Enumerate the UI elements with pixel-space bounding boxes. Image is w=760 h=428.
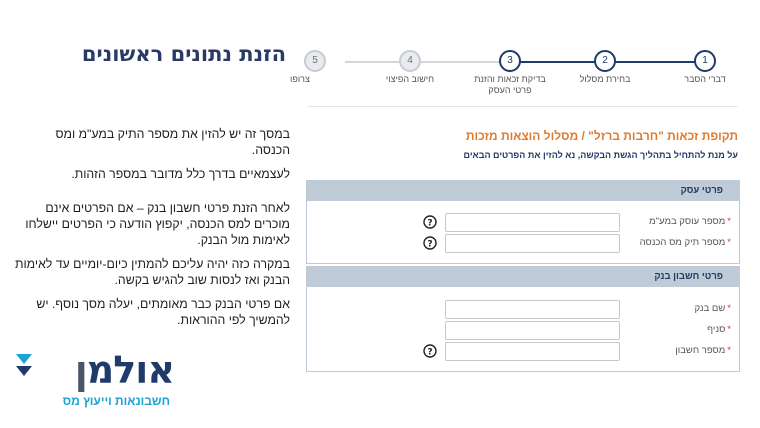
- instruction-paragraph: במסך זה יש להזין את מספר התיק במע"מ ומס הכנסה.: [55, 127, 290, 157]
- panel-header: פרטי חשבון בנק: [307, 267, 739, 287]
- required-marker: *: [727, 237, 731, 248]
- progress-stepper: [290, 50, 740, 108]
- field-label-text: מספר עוסק במע"מ: [649, 216, 726, 227]
- logo-tagline: חשבונאות וייעוץ מס: [62, 394, 170, 408]
- form-row-vat-number: [307, 213, 739, 233]
- field-label: [649, 216, 731, 227]
- logo-mark-accent: ן: [74, 348, 87, 392]
- branch-input[interactable]: [445, 321, 620, 340]
- logo-arrow-icon: [14, 352, 36, 378]
- form-row-branch: [307, 321, 739, 341]
- form-title: תקופת זכאות "חרבות ברזל" / מסלול הוצאות מזכות: [465, 129, 738, 143]
- bank-name-input[interactable]: [445, 300, 620, 319]
- required-marker: *: [727, 303, 731, 314]
- field-label: [694, 303, 731, 314]
- stepper-line-inactive: [345, 61, 525, 63]
- step-number: 1: [694, 50, 716, 72]
- step-label: בחירת מסלול: [579, 74, 631, 84]
- field-label-text: שם בנק: [694, 303, 726, 314]
- field-label-text: סניף: [707, 324, 726, 335]
- field-label: [707, 324, 731, 335]
- divider: [308, 106, 738, 107]
- step-number: 3: [499, 50, 521, 72]
- step-label: דברי הסבר: [684, 74, 726, 84]
- instruction-paragraph: אם פרטי הבנק כבר מאומתים, יעלה מסך נוסף. יש להמשיך לפי ההוראות.: [36, 297, 290, 327]
- step-number: 5: [304, 50, 326, 72]
- panel-header: פרטי עסק: [307, 181, 739, 201]
- form-subtitle: על מנת להתחיל בתהליך הגשת הבקשה, נא להזין את הפרטים הבאים: [463, 150, 738, 160]
- step-number: 2: [594, 50, 616, 72]
- svg-text:?: ?: [427, 239, 433, 250]
- step-number: 4: [399, 50, 421, 72]
- form-row-bank-name: [307, 300, 739, 320]
- vat-number-input[interactable]: [445, 213, 620, 232]
- field-label-text: מספר חשבון: [675, 345, 726, 356]
- instruction-paragraph: לעצמאיים בדרך כלל מדובר במספר הזהות.: [71, 167, 290, 181]
- svg-text:?: ?: [427, 218, 433, 229]
- instruction-paragraph: במקרה כזה יהיה עליכם להמתין כיום-יומיים עד לאימות הבנק ואז לנסות שוב להגיש בקשה.: [14, 257, 290, 287]
- instruction-paragraph: לאחר הזנת פרטי חשבון בנק – אם הפרטים אינם מוכרים למס הכנסה, יקפוץ הודעה כי הפרטים יישלחו לאימות מול הבנק.: [25, 201, 290, 247]
- logo-mark-main: אולמ: [86, 348, 174, 392]
- form-row-account-number: [307, 342, 739, 362]
- form-row-tax-file: [307, 234, 739, 254]
- bank-details-panel: [306, 266, 740, 372]
- business-details-panel: [306, 180, 740, 264]
- field-label: [640, 237, 731, 248]
- company-logo: [14, 350, 174, 412]
- step-label: צרופו: [290, 74, 310, 84]
- tax-file-input[interactable]: [445, 234, 620, 253]
- step-label: בדיקת זכאות והזנת פרטי העסק: [474, 74, 546, 95]
- field-label-text: מספר תיק מס הכנסה: [639, 237, 726, 248]
- required-marker: *: [727, 216, 731, 227]
- required-marker: *: [727, 324, 731, 335]
- required-marker: *: [727, 345, 731, 356]
- question-circle-icon[interactable]: [423, 236, 437, 250]
- svg-text:?: ?: [427, 347, 433, 358]
- question-circle-icon[interactable]: [423, 215, 437, 229]
- step-label: חישוב הפיצוי: [385, 74, 435, 84]
- page-title: הזנת נתונים ראשונים: [81, 42, 286, 66]
- logo-wordmark: [75, 350, 174, 390]
- instructions-text: [14, 126, 290, 336]
- question-circle-icon[interactable]: [423, 344, 437, 358]
- field-label: [675, 345, 731, 356]
- account-number-input[interactable]: [445, 342, 620, 361]
